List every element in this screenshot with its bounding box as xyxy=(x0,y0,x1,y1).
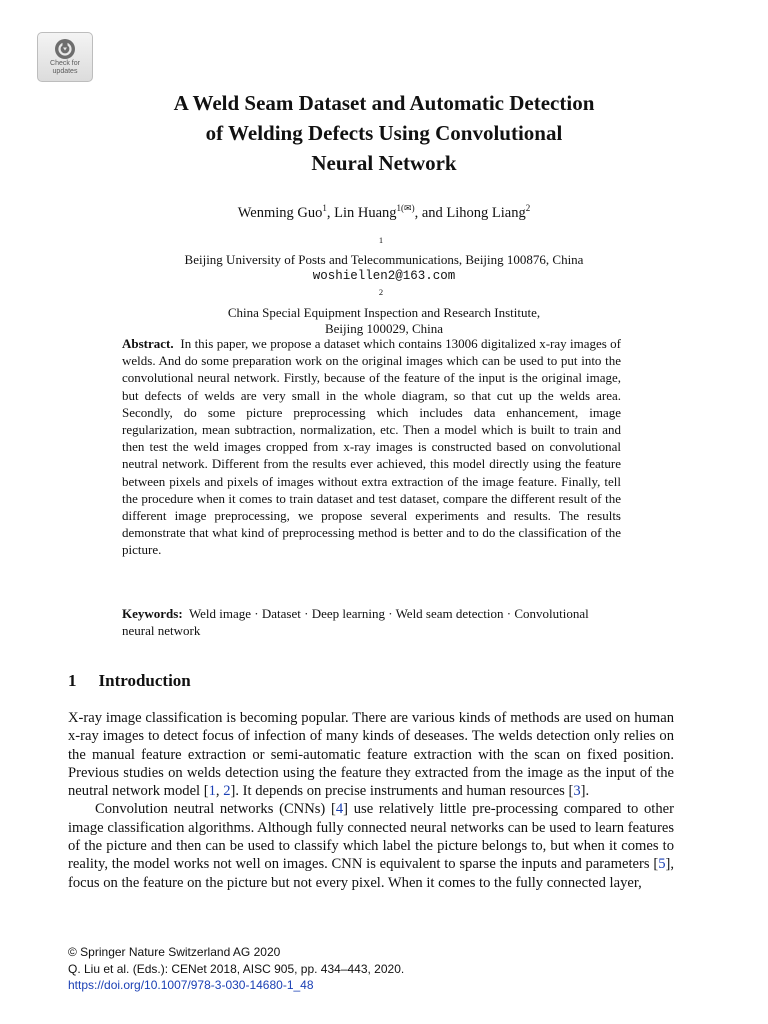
paragraph: Convolution neutral networks (CNNs) [4] use relatively little pre-processing compared to other image classification algorithms. Although fully connected neural networks can be used to learn features of the picture and then can be used to classify which label the picture belongs to, but when it comes to reality, the model works not well on images. CNN is equivalent to sparse the inputs and parameters [5], focus on the feature on the picture but not every pixel. When it comes to the fully connected layer, xyxy=(68,801,674,891)
envelope-icon[interactable]: ✉ xyxy=(404,203,412,213)
paper-title xyxy=(84,88,684,178)
title-line: Neural Network xyxy=(311,151,457,175)
affiliation-2-line2: Beijing 100029, China xyxy=(324,320,444,336)
author-email[interactable]: woshiellen2@163.com xyxy=(312,269,456,284)
title-line: A Weld Seam Dataset and Automatic Detection xyxy=(173,91,595,115)
paragraph: X-ray image classification is becoming popular. There are various kinds of methods are used on human x-ray images to detect focus of infection of many kinds of deseases. The welds detection only relies on the manual feature extraction or semi-automatic feature extraction with the scan on fixed position. Previous studies on welds detection using the feature they extracted from the image as the input of the neutral network model [1, 2]. It depends on precise instruments and human resources [3]. xyxy=(68,710,674,800)
introduction-body xyxy=(68,709,674,892)
citation-link[interactable]: 5 xyxy=(658,856,666,873)
author-name: Lin Huang xyxy=(334,204,397,221)
check-for-updates-icon xyxy=(54,38,76,60)
copyright-notice: © Springer Nature Switzerland AG 2020 xyxy=(68,945,281,959)
author-name: Wenming Guo xyxy=(237,204,323,221)
author-affiliation-mark: 1 xyxy=(322,203,327,213)
citation-link[interactable]: 2 xyxy=(223,783,231,800)
section-title: Introduction xyxy=(98,671,191,690)
author-name: Lihong Liang xyxy=(446,204,526,221)
doi-link[interactable]: https://doi.org/10.1007/978-3-030-14680-1_48 xyxy=(68,978,314,992)
citation-link[interactable]: 3 xyxy=(573,783,581,800)
publication-citation: Q. Liu et al. (Eds.): CENet 2018, AISC 905, pp. 434–443, 2020. xyxy=(68,961,405,976)
affiliations xyxy=(84,232,684,337)
check-for-updates-badge[interactable] xyxy=(37,32,93,82)
keywords-text: Weld image · Dataset · Deep learning · Weld seam detection · Convolutional neural network xyxy=(122,606,589,639)
citation-link[interactable]: 4 xyxy=(335,801,344,818)
keywords xyxy=(122,605,621,639)
footer xyxy=(68,944,404,994)
citation-link[interactable]: 1 xyxy=(208,783,216,800)
section-number: 1 xyxy=(68,671,77,690)
section-heading xyxy=(68,670,191,692)
title-line: of Welding Defects Using Convolutional xyxy=(205,121,563,145)
affiliation-1: $^1$ Beijing University of Posts and Telecommunications, Beijing 100876, China xyxy=(184,235,584,268)
affiliation-2: $^2$ China Special Equipment Inspection and Research Institute, xyxy=(227,287,541,320)
author-list: Wenming Guo$^1$, Lin Huang$^{1(✉)}$, and Lihong Liang$^2$ xyxy=(237,203,531,221)
keywords-label: Keywords: xyxy=(122,606,183,621)
abstract xyxy=(122,335,621,559)
abstract-label: Abstract. xyxy=(122,336,174,351)
abstract-text: In this paper, we propose a dataset which contains 13006 digitalized x-ray images of welds. And do some preparation work on the original images which can be used to put into the convolutional neural network. Firstly, because of the feature of the input is the original image, but defects of welds are very small in the whole diagram, so that cut up the welds area. Secondly, do some picture preprocessing which includes data enhancement, image regularization, mean subtraction, normalization, etc. Then a model which is built to train and then test the weld images cropped from x-ray images is constructed based on convolutional neutral network. Different from the results ever achieved, this model directly using the feature between pixels and pixels of images without extra extraction of the image feature. Finally, tell the procedure when it comes to train dataset and test dataset, compare the different result of the different image preprocessing, we propose several experiments and results. The results demonstrate that what kind of preprocessing method is better and to do the classification of the picture. xyxy=(122,336,622,558)
author-separator: , and xyxy=(414,204,447,221)
author-affiliation-mark: 2 xyxy=(525,203,531,213)
badge-label: Check for updates xyxy=(50,60,80,75)
author-affiliation-mark: 1(✉) xyxy=(396,203,415,213)
